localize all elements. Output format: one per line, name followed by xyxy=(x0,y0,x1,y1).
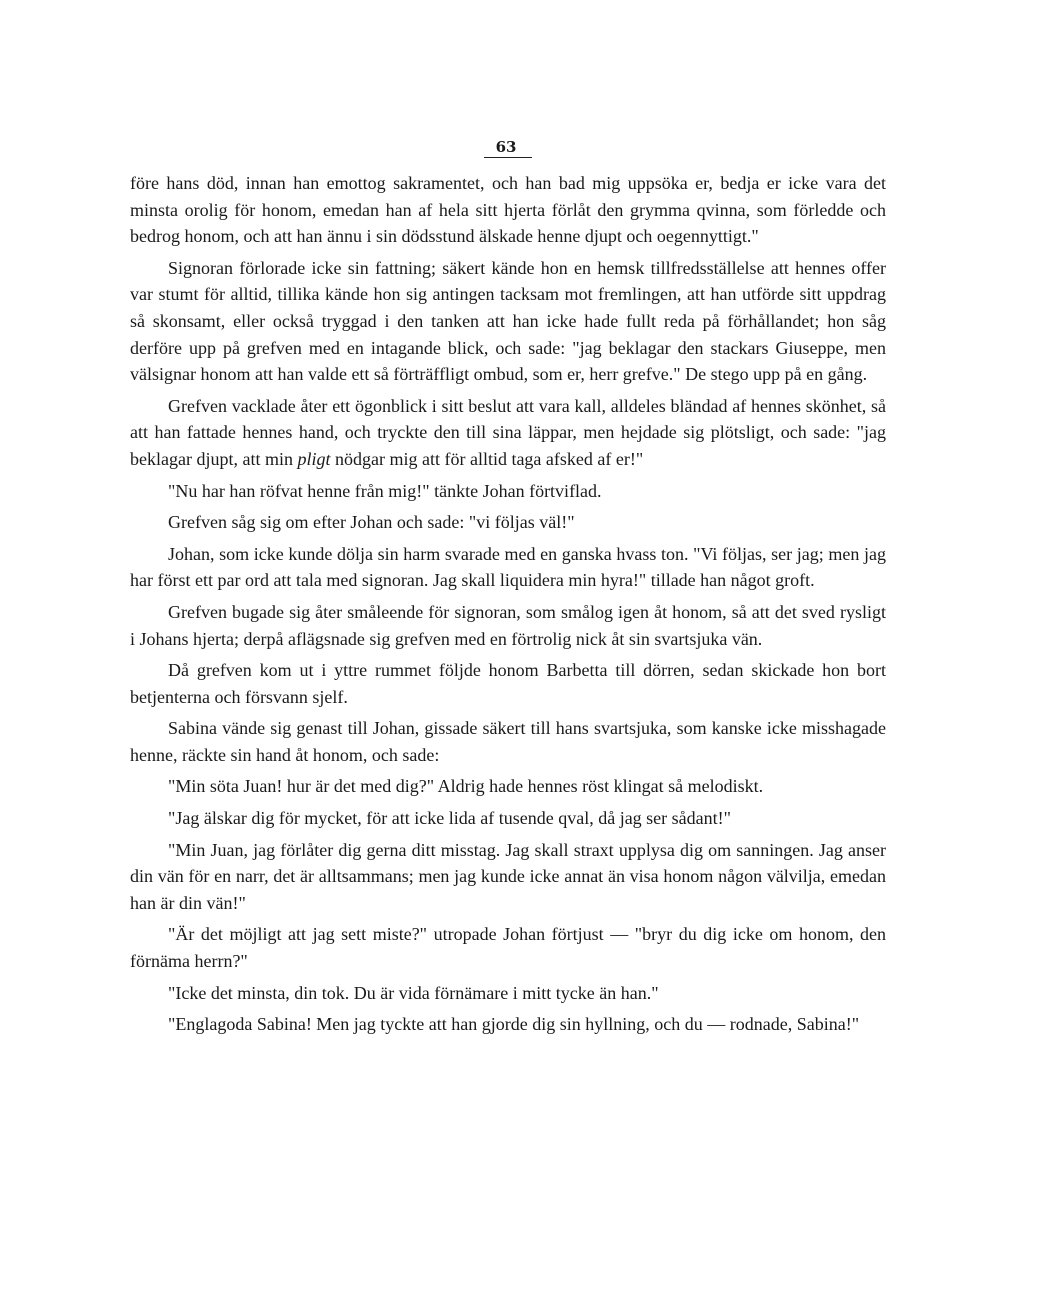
paragraph: "Min söta Juan! hur är det med dig?" Aldrig hade hennes röst klingat så melodiskt. xyxy=(168,776,764,797)
paragraph: "Är det möjligt att jag sett miste?" utropade Johan förtjust — "bryr du dig icke om honom, den förnäma herrn?" xyxy=(130,924,886,972)
paragraph: "Jag älskar dig för mycket, för att icke lida af tusende qval, då jag ser sådant!" xyxy=(168,808,731,829)
paragraph: "Englagoda Sabina! Men jag tyckte att han gjorde dig sin hyllning, och du — rodnade, Sabina!" xyxy=(168,1014,860,1035)
page-number: 63 xyxy=(495,138,517,156)
page-number-rule xyxy=(484,157,532,158)
body-text xyxy=(130,170,886,1043)
paragraph: Då grefven kom ut i yttre rummet följde honom Barbetta till dörren, sedan skickade hon bort betjenterna och försvann sjelf. xyxy=(130,660,886,707)
paragraph: "Icke det minsta, din tok. Du är vida förnämare i mitt tycke än han." xyxy=(168,982,659,1003)
emphasized-word: pligt xyxy=(297,448,331,469)
paragraph: "Nu har han röfvat henne från mig!" tänkte Johan förtviflad. xyxy=(168,480,602,501)
paragraph-text: Grefven vacklade åter ett ögonblick i sitt beslut att vara kall, alldeles bländad af hennes skönhet, så att han fattade hennes hand, och tryckte den till sina läppar, men hejdade sig plötsligt, och sade: "jag beklagar djupt, att min xyxy=(130,395,886,469)
paragraph: Signoran förlorade icke sin fattning; säkert kände hon en hemsk tillfredsställelse att hennes offer var stumt för alltid, tillika kände hon sig antingen tacksam mot fremlingen, att han utförde sitt uppdrag så skonsamt, eller också tryggad i den tanken att han icke hade fullt reda på förhållandet; hon såg derföre upp på grefven med en intagande blick, och sade: "jag beklagar den stackars Giuseppe, men välsignar honom att han valde ett så förträffligt ombud, som er, herr grefve." De stego upp på en gång. xyxy=(130,257,886,385)
paragraph: före hans död, innan han emottog sakramentet, och han bad mig uppsöka er, bedja er icke vara det minsta orolig för honom, emedan han af hela sitt hjerta förlåt den grymma qvinna, som förledde och bedrog honom, och att han ännu i sin dödsstund älskade henne djupt och oegennyttigt." xyxy=(130,173,886,247)
paragraph: Sabina vände sig genast till Johan, gissade säkert till hans svartsjuka, som kanske icke misshagade henne, räckte sin hand åt honom, och sade: xyxy=(130,718,886,765)
paragraph xyxy=(130,393,886,473)
paragraph-text: nödgar mig att för alltid taga afsked af er!" xyxy=(330,448,644,469)
paragraph: Grefven såg sig om efter Johan och sade: "vi följas väl!" xyxy=(168,512,575,533)
paragraph: "Min Juan, jag förlåter dig gerna ditt misstag. Jag skall straxt upplysa dig om sanningen. Jag anser din vän för en narr, det är alltsammans; men jag kunde icke annat än visa honom någon välvilja, emedan han är din vän!" xyxy=(130,839,886,913)
paragraph: Grefven bugade sig åter småleende för signoran, som smålog igen åt honom, så att det sved rysligt i Johans hjerta; derpå aflägsnade sig grefven med en förtrolig nick åt sin svartsjuka vän. xyxy=(130,601,886,649)
paragraph: Johan, som icke kunde dölja sin harm svarade med en ganska hvass ton. "Vi följas, ser jag; men jag har först ett par ord att tala med signoran. Jag skall liquidera min hyra!" tillade han något groft. xyxy=(130,543,886,591)
